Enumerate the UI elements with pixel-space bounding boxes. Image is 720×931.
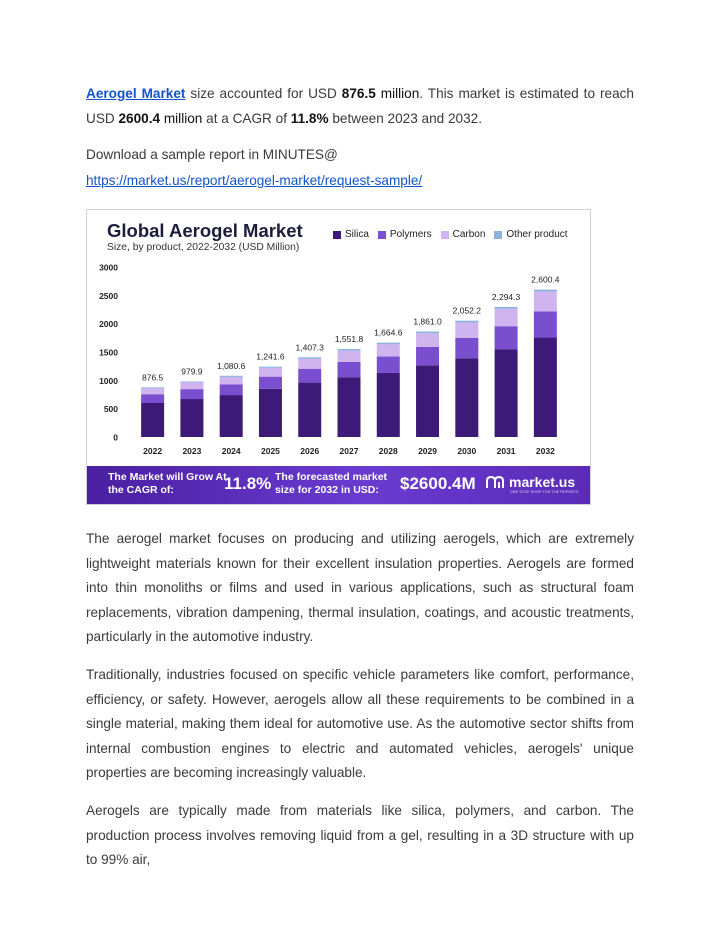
bar-segment-other-product [377,343,400,345]
bar-total-label: 1,861.0 [413,316,442,327]
bar-segment-polymers [377,357,400,373]
bar-segment-silica [377,373,400,437]
y-tick-label: 1500 [99,347,118,358]
bar-segment-carbon [141,388,164,394]
x-tick-label: 2022 [143,446,163,456]
y-tick-label: 2000 [99,319,118,330]
bar-total-label: 2,294.3 [491,291,521,302]
x-tick-label: 2032 [535,446,555,456]
bar-segment-silica [338,377,361,437]
marketus-logo [485,473,579,494]
bar-segment-silica [141,403,164,437]
x-tick-label: 2023 [182,446,202,456]
bar-total-label: 2,052.2 [452,305,482,316]
x-tick-label: 2031 [496,446,516,456]
bar-segment-other-product [416,332,439,334]
legend-swatch [333,231,341,239]
chart-legend [333,229,568,240]
legend-item-other-product [494,229,567,240]
intro-paragraph [86,82,634,131]
bar-segment-carbon [534,292,557,312]
bar-segment-other-product [141,387,164,388]
body-paragraph-3: Aerogels are typically made from materials like silica, polymers, and carbon. The production process involves removing liquid from a gel, resulting in a 3D structure with up to 99% air, [86,802,634,868]
body-section [86,527,634,886]
intro-text-4: million [160,110,203,126]
legend-swatch [378,231,386,239]
intro-section [86,82,634,193]
bar-total-label: 979.9 [181,366,203,377]
bar-segment-polymers [495,326,518,349]
bar-segment-other-product [220,376,243,377]
bar-segment-carbon [455,323,478,338]
banner-grow-text: The Market will Grow At the CAGR of: [108,471,227,496]
bar-total-label: 876.5 [141,372,164,383]
x-tick-label: 2024 [221,446,241,456]
legend-item-carbon [441,229,486,240]
chart-subtitle: Size, by product, 2022-2032 (USD Million) [107,242,300,253]
bar-segment-carbon [377,344,400,356]
legend-label: Silica [345,229,369,240]
bar-segment-silica [298,383,321,437]
intro-text-6: between 2023 and 2032. [328,110,483,126]
x-tick-label: 2025 [260,446,280,456]
bar-segment-silica [220,395,243,437]
intro-text-1: size accounted for USD [185,86,342,101]
legend-label: Polymers [389,229,432,240]
y-tick-label: 1000 [99,375,118,386]
x-tick-label: 2028 [378,446,398,456]
bar-segment-carbon [298,359,321,369]
bar-total-label: 1,241.6 [256,351,285,362]
intro-text-5: at a CAGR of [202,110,291,126]
bar-total-label: 1,080.6 [216,360,246,371]
bar-segment-polymers [298,369,321,383]
bar-segment-polymers [338,362,361,377]
bar-segment-other-product [180,381,203,382]
bar-total-label: 2,600.4 [531,274,560,285]
bar-segment-silica [416,365,439,437]
y-tick-label: 3000 [99,262,118,273]
bar-segment-carbon [416,333,439,347]
bar-segment-carbon [338,351,361,362]
bar-segment-silica [180,399,203,437]
legend-label: Carbon [452,229,486,240]
bar-total-label: 1,551.8 [334,334,364,345]
y-tick-label: 500 [103,404,118,415]
intro-cagr: 11.8% [290,110,329,126]
intro-text-3: . This market is estimated to reach USD [86,86,634,126]
bar-total-label: 1,664.6 [374,327,403,338]
download-text: Download a sample report in MINUTES@ [86,147,338,163]
bar-segment-silica [259,389,282,437]
x-tick-label: 2029 [418,446,438,456]
bar-segment-carbon [259,368,282,377]
bar-chart [87,210,590,504]
bar-segment-polymers [259,377,282,389]
bar-segment-silica [455,358,478,437]
x-tick-label: 2027 [339,446,359,456]
x-tick-label: 2030 [457,446,477,456]
marketus-tagline: ONE STOP SHOP FOR THE REPORTS [510,490,579,494]
banner-cagr: 11.8% [224,474,272,493]
bar-segment-polymers [141,394,164,403]
banner-forecast-text: The forecasted market size for 2032 in USD: [275,471,388,496]
marketus-logo-text: market.us [509,474,576,490]
marketus-logo-icon [485,473,505,491]
bar-segment-other-product [534,290,557,292]
bar-segment-polymers [455,338,478,358]
legend-item-polymers [378,229,432,240]
bar-segment-other-product [338,349,361,351]
x-tick-label: 2026 [300,446,320,456]
bar-segment-polymers [220,384,243,395]
bar-segment-other-product [259,367,282,368]
bar-segment-other-product [298,357,321,359]
market-infographic [86,209,591,505]
y-tick-label: 2500 [99,290,118,301]
chart-title: Global Aerogel Market [107,220,303,241]
summary-banner [87,466,590,504]
bar-segment-carbon [495,309,518,326]
bar-segment-polymers [416,347,439,365]
y-tick-label: 0 [113,432,118,443]
legend-label: Other product [506,229,568,240]
bar-total-label: 1,407.3 [295,342,324,353]
intro-value-2032: 2600.4 [118,110,161,126]
bar-segment-silica [534,338,557,437]
body-paragraph-2: Traditionally, industries focused on specific vehicle parameters like comfort, performance, efficiency, or safety. However, aerogels allow all these requirements to be combined in a single material, making them ideal for automotive use. As the automotive sector shifts from internal combustion engines to electric and automated vehicles, aerogels' unique properties are becoming increasingly valuable. [86,666,634,781]
sample-report-link[interactable]: https://market.us/report/aerogel-market/request-sample/ [86,172,423,188]
bar-segment-other-product [455,321,478,323]
intro-value-2022: 876.5 [341,86,376,101]
legend-swatch [441,231,449,239]
bar-segment-carbon [220,377,243,384]
legend-swatch [494,231,502,239]
bar-segment-silica [495,349,518,437]
legend-item-silica [333,229,369,240]
bar-segment-polymers [534,311,557,337]
bar-segment-carbon [180,382,203,389]
banner-forecast-value: $2600.4M [400,474,476,493]
body-paragraph-1: The aerogel market focuses on producing and utilizing aerogels, which are extremely lightweight materials known for their excellent insulation properties. Aerogels are formed into thin monoliths or films and used in various applications, such as structural foam replacements, vibration dampening, thermal insulation, coatings, and acoustic treatments, particularly in the automotive industry. [86,531,634,645]
bar-segment-other-product [495,307,518,309]
aerogel-market-link[interactable]: Aerogel Market [86,86,186,101]
bar-segment-polymers [180,389,203,399]
intro-text-2: million [375,86,420,101]
